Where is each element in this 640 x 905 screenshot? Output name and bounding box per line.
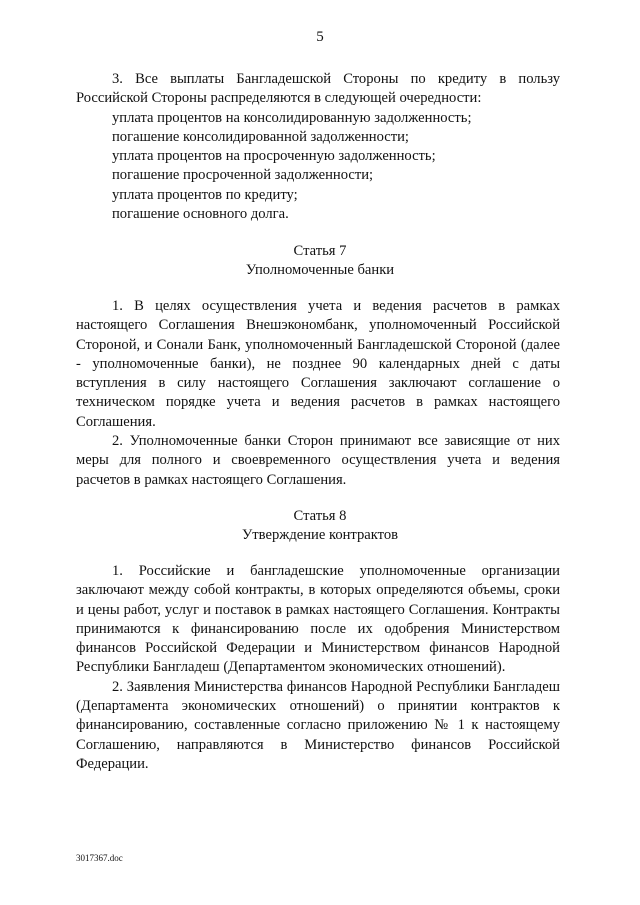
- section-3: [76, 70, 560, 224]
- article-7-heading: [0, 242, 640, 281]
- article-7-body: [76, 297, 560, 490]
- document-filename: 3017367.doc: [76, 853, 123, 863]
- page-number: 5: [316, 29, 324, 45]
- list-item: уплата процентов на консолидированную задолженность;: [112, 109, 472, 126]
- article-8-paragraph-2: 2. Заявления Министерства финансов Народной Республики Бангладеш (Департамента экономических отношений) о принятии контрактов к финансированию, составленные согласно приложению № 1 к настоящему Соглашению, направляются в Министерство финансов Российской Федерации.: [76, 678, 560, 772]
- article-8-title: Утверждение контрактов: [241, 527, 399, 544]
- article-8-body: [76, 562, 560, 774]
- article-8-paragraph-1: 1. Российские и бангладешские уполномоченные организации заключают между собой контракты, в которых определяются объемы, сроки и цены работ, услуг и поставок в рамках настоящего Соглашения. Контракты принимаются к финансированию после их одобрения Министерством финансов Российской Федерации и Министерством финансов Народной Республики Бангладеш (Департаментом экономических отношений).: [76, 563, 560, 676]
- article-8-heading: [0, 507, 640, 546]
- list-item: уплата процентов по кредиту;: [112, 186, 298, 203]
- article-7-number: Статья 7: [293, 243, 347, 259]
- list-item: погашение просроченной задолженности;: [112, 167, 374, 184]
- article-7-paragraph-1: 1. В целях осуществления учета и ведения расчетов в рамках настоящего Соглашения Внешэкономбанк, уполномоченный Российской Стороной, и Сонали Банк, уполномоченный Бангладешской Стороной (далее - уполномоченные банки), не позднее 90 календарных дней с даты вступления в силу настоящего Соглашения заключают соглашение о техническом порядке учета и ведения расчетов в рамках настоящего Соглашения.: [76, 298, 560, 430]
- article-7-title: Уполномоченные банки: [245, 262, 395, 279]
- article-8-number: Статья 8: [293, 508, 347, 524]
- list-item: уплата процентов на просроченную задолженность;: [112, 148, 436, 165]
- list-item: погашение основного долга.: [112, 206, 289, 223]
- section-3-intro: 3. Все выплаты Бангладешской Стороны по кредиту в пользу Российской Стороны распределяются в следующей очередности:: [76, 71, 560, 107]
- list-item: погашение консолидированной задолженности;: [112, 128, 409, 145]
- article-7-paragraph-2: 2. Уполномоченные банки Сторон принимают все зависящие от них меры для полного и своевременного осуществления учета и ведения расчетов в рамках настоящего Соглашения.: [76, 433, 560, 488]
